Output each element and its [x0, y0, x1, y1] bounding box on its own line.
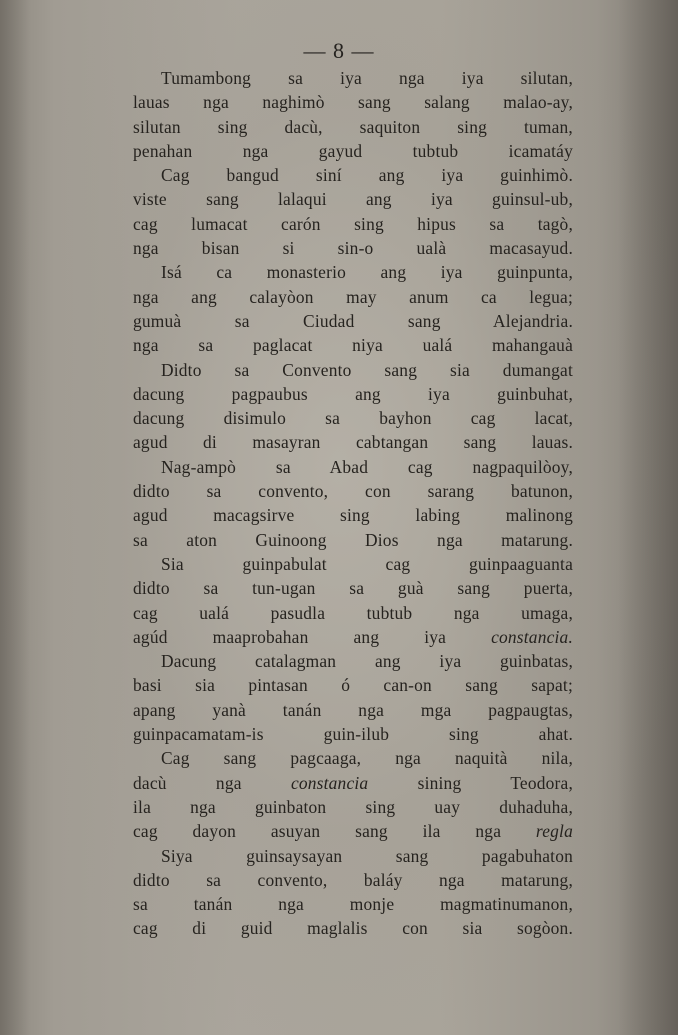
poem-line	[133, 552, 573, 576]
poem-line-italic: constancia.	[491, 626, 573, 647]
poem-line-text: didto sa convento, con sarang batunon,	[133, 481, 573, 502]
poem-line	[133, 66, 573, 90]
poem-line	[133, 528, 573, 552]
poem-line-text: cag ualá pasudla tubtub nga umaga,	[133, 602, 573, 623]
poem-line-text: agúd maaprobahan ang iya	[133, 626, 492, 647]
poem-line	[133, 455, 573, 479]
poem-line	[133, 503, 573, 527]
poem-line	[133, 916, 573, 940]
poem-line	[133, 212, 573, 236]
poem-line	[133, 163, 573, 187]
poem-line	[133, 309, 573, 333]
poem-line-text: dacung disimulo sa bayhon cag lacat,	[133, 408, 573, 429]
poem-line	[133, 892, 573, 916]
poem-line-text: apang yanà tanán nga mga pagpaugtas,	[133, 699, 573, 720]
poem-line	[133, 601, 573, 625]
poem-line	[133, 746, 573, 770]
poem-line-text: dacù nga	[133, 772, 291, 793]
poem-line	[133, 260, 573, 284]
poem-line-text: cag di guid maglalis con sia sogòon.	[133, 918, 573, 939]
poem-line-text: guinpacamatam-is guin-ilub sing ahat.	[133, 724, 573, 745]
poem-line	[133, 649, 573, 673]
poem-line-text: Cag bangud siní ang iya guinhimò.	[161, 165, 573, 186]
poem-line	[133, 430, 573, 454]
page-left-shadow	[0, 0, 30, 1035]
poem-line-text: nga bisan si sin-o ualà macasayud.	[133, 238, 573, 259]
page-right-shadow	[618, 0, 678, 1035]
poem-line	[133, 819, 573, 843]
poem-line	[133, 236, 573, 260]
poem-line	[133, 139, 573, 163]
poem-line	[133, 479, 573, 503]
poem-line-italic: regla	[535, 821, 573, 842]
poem-line	[133, 90, 573, 114]
poem-line-text: sa aton Guinoong Dios nga matarung.	[133, 529, 573, 550]
poem-line-text: penahan nga gayud tubtub icamatáy	[133, 140, 573, 161]
poem-line	[133, 698, 573, 722]
poem-line	[133, 382, 573, 406]
poem-line-text: gumuà sa Ciudad sang Alejandria.	[133, 310, 573, 331]
poem-line	[133, 576, 573, 600]
poem-line-text: silutan sing dacù, saquiton sing tuman,	[133, 116, 573, 137]
poem-line-text: Nag-ampò sa Abad cag nagpaquilòoy,	[161, 456, 573, 477]
poem-line-text: didto sa tun-ugan sa guà sang puerta,	[133, 578, 573, 599]
poem-line-text: Tumambong sa iya nga iya silutan,	[161, 68, 573, 88]
poem-line	[133, 406, 573, 430]
poem-line-text: nga ang calayòon may anum ca legua;	[133, 286, 573, 307]
poem-line-text: nga sa paglacat niya ualá mahangauà	[133, 335, 573, 356]
poem-line	[133, 115, 573, 139]
poem-line	[133, 673, 573, 697]
poem-text-block	[133, 66, 573, 941]
poem-line-italic: constancia	[290, 772, 369, 793]
poem-line-text: basi sia pintasan ó can-on sang sapat;	[133, 675, 573, 696]
poem-line-text: Isá ca monasterio ang iya guinpunta,	[161, 262, 573, 283]
poem-line	[133, 868, 573, 892]
poem-line	[133, 722, 573, 746]
poem-line	[133, 187, 573, 211]
poem-line-text: sa tanán nga monje magmatinumanon,	[133, 894, 573, 915]
poem-line-text: Siya guinsaysayan sang pagabuhaton	[161, 845, 573, 866]
poem-line	[133, 795, 573, 819]
poem-line-text: lauas nga naghimò sang salang malao-ay,	[133, 92, 573, 113]
poem-line	[133, 333, 573, 357]
poem-line-text: Sia guinpabulat cag guinpaaguanta	[161, 553, 573, 574]
poem-line-text: agud macagsirve sing labing malinong	[133, 505, 573, 526]
poem-line-text: agud di masayran cabtangan sang lauas.	[133, 432, 573, 453]
poem-line	[133, 285, 573, 309]
poem-line	[133, 358, 573, 382]
page-number: — 8 —	[303, 38, 375, 63]
poem-line-text: cag lumacat carón sing hipus sa tagò,	[133, 213, 573, 234]
poem-line-text: Dacung catalagman ang iya guinbatas,	[161, 651, 573, 672]
poem-line	[133, 771, 573, 795]
poem-line-text: viste sang lalaqui ang iya guinsul-ub,	[133, 189, 573, 210]
poem-line-text: didto sa convento, baláy nga matarung,	[133, 869, 573, 890]
poem-line	[133, 625, 573, 649]
poem-line-text: ila nga guinbaton sing uay duhaduha,	[133, 796, 573, 817]
poem-line-text: Didto sa Convento sang sia dumangat	[161, 359, 573, 380]
poem-line-text: cag dayon asuyan sang ila nga	[133, 821, 536, 842]
poem-line	[133, 844, 573, 868]
poem-line-text-after: sining Teodora,	[368, 772, 573, 793]
poem-line-text: dacung pagpaubus ang iya guinbuhat,	[133, 383, 573, 404]
poem-line-text: Cag sang pagcaaga, nga naquità nila,	[161, 748, 573, 769]
